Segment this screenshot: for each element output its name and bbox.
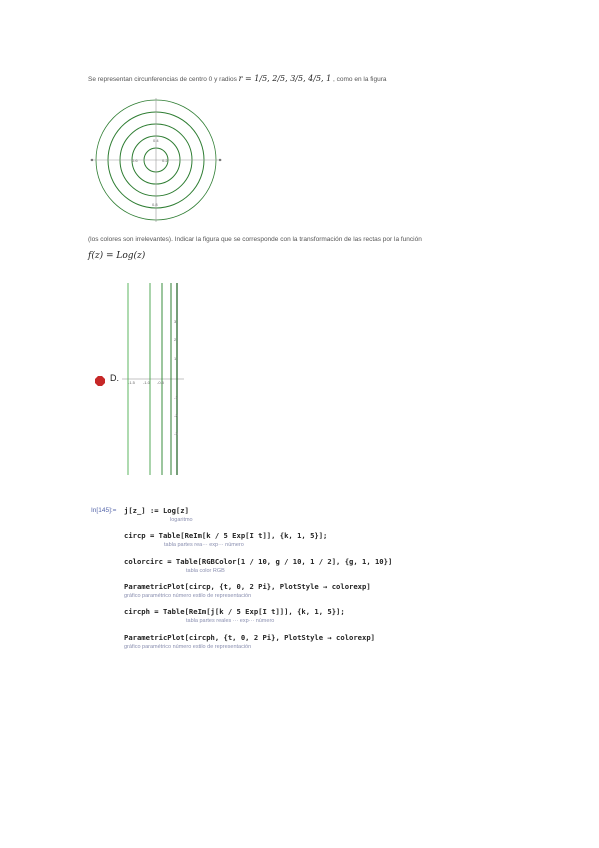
code-hint-2: tabla partes rea··· exp··· número (164, 542, 244, 548)
code-hint-1: logaritmo (170, 517, 193, 523)
y-tick-label: -1 (174, 395, 178, 400)
code-line-2[interactable]: circp = Table[ReIm[k / 5 Exp[I t]], {k, 1, 5}]; (124, 531, 328, 540)
octagon-icon (95, 376, 105, 386)
ring-label: 0.2 (162, 158, 168, 163)
input-label: In[145]:= (91, 507, 117, 514)
function-formula: f(z) = Log(z) (88, 251, 146, 261)
intro-text-before: Se representan circunferencias de centro 0 y radios (88, 76, 239, 83)
option-marker[interactable] (95, 373, 105, 383)
x-tick-label: -1.0 (143, 380, 150, 385)
code-hint-4: gráfico paramétrico número estilo de representación (124, 593, 252, 599)
code-hint-6: gráfico paramétrico número estilo de representación (124, 644, 252, 650)
option-d-plot (122, 283, 184, 475)
ring-label: 0.6 (132, 158, 138, 163)
code-line-4[interactable]: ParametricPlot[circp, {t, 0, 2 Pi}, PlotStyle → colorexp] (124, 582, 371, 591)
option-letter: D. (110, 373, 119, 383)
x-tick-label: -0.5 (157, 380, 164, 385)
axis-end-point (91, 159, 93, 161)
ring-label: 0.8 (152, 202, 158, 207)
code-line-6[interactable]: ParametricPlot[circph, {t, 0, 2 Pi}, PlotStyle → colorexp] (124, 633, 375, 642)
intro-text (88, 74, 387, 83)
code-line-5[interactable]: circph = Table[ReIm[j[k / 5 Exp[I t]]], {k, 1, 5}]; (124, 607, 345, 616)
y-tick-label: -2 (174, 413, 178, 418)
axis-end-point (219, 159, 221, 161)
intro-text-after: , como en la figura (331, 76, 387, 83)
y-tick-label: 3 (174, 319, 177, 324)
radii-formula: r = 1/5, 2/5, 3/5, 4/5, 1 (238, 74, 332, 83)
ring-labels (132, 138, 168, 207)
ring-label: 0.4 (153, 138, 159, 143)
code-hint-3: tabla color RGB (186, 568, 225, 574)
code-line-1[interactable]: j[z_] := Log[z] (124, 506, 189, 515)
code-hint-5: tabla partes reales ··· exp··· número (186, 618, 275, 624)
concentric-circles-figure (88, 96, 224, 226)
x-tick-label: -1.5 (128, 380, 135, 385)
y-tick-label: 2 (174, 337, 177, 342)
y-tick-label: 1 (174, 356, 177, 361)
code-line-3[interactable]: colorcirc = Table[RGBColor[1 / 10, g / 10, 1 / 2], {g, 1, 10}] (124, 557, 393, 566)
question-text: (los colores son irrelevantes). Indicar la figura que se corresponde con la transformación de las rectas por la función (88, 236, 422, 243)
y-tick-label: -3 (174, 431, 178, 436)
